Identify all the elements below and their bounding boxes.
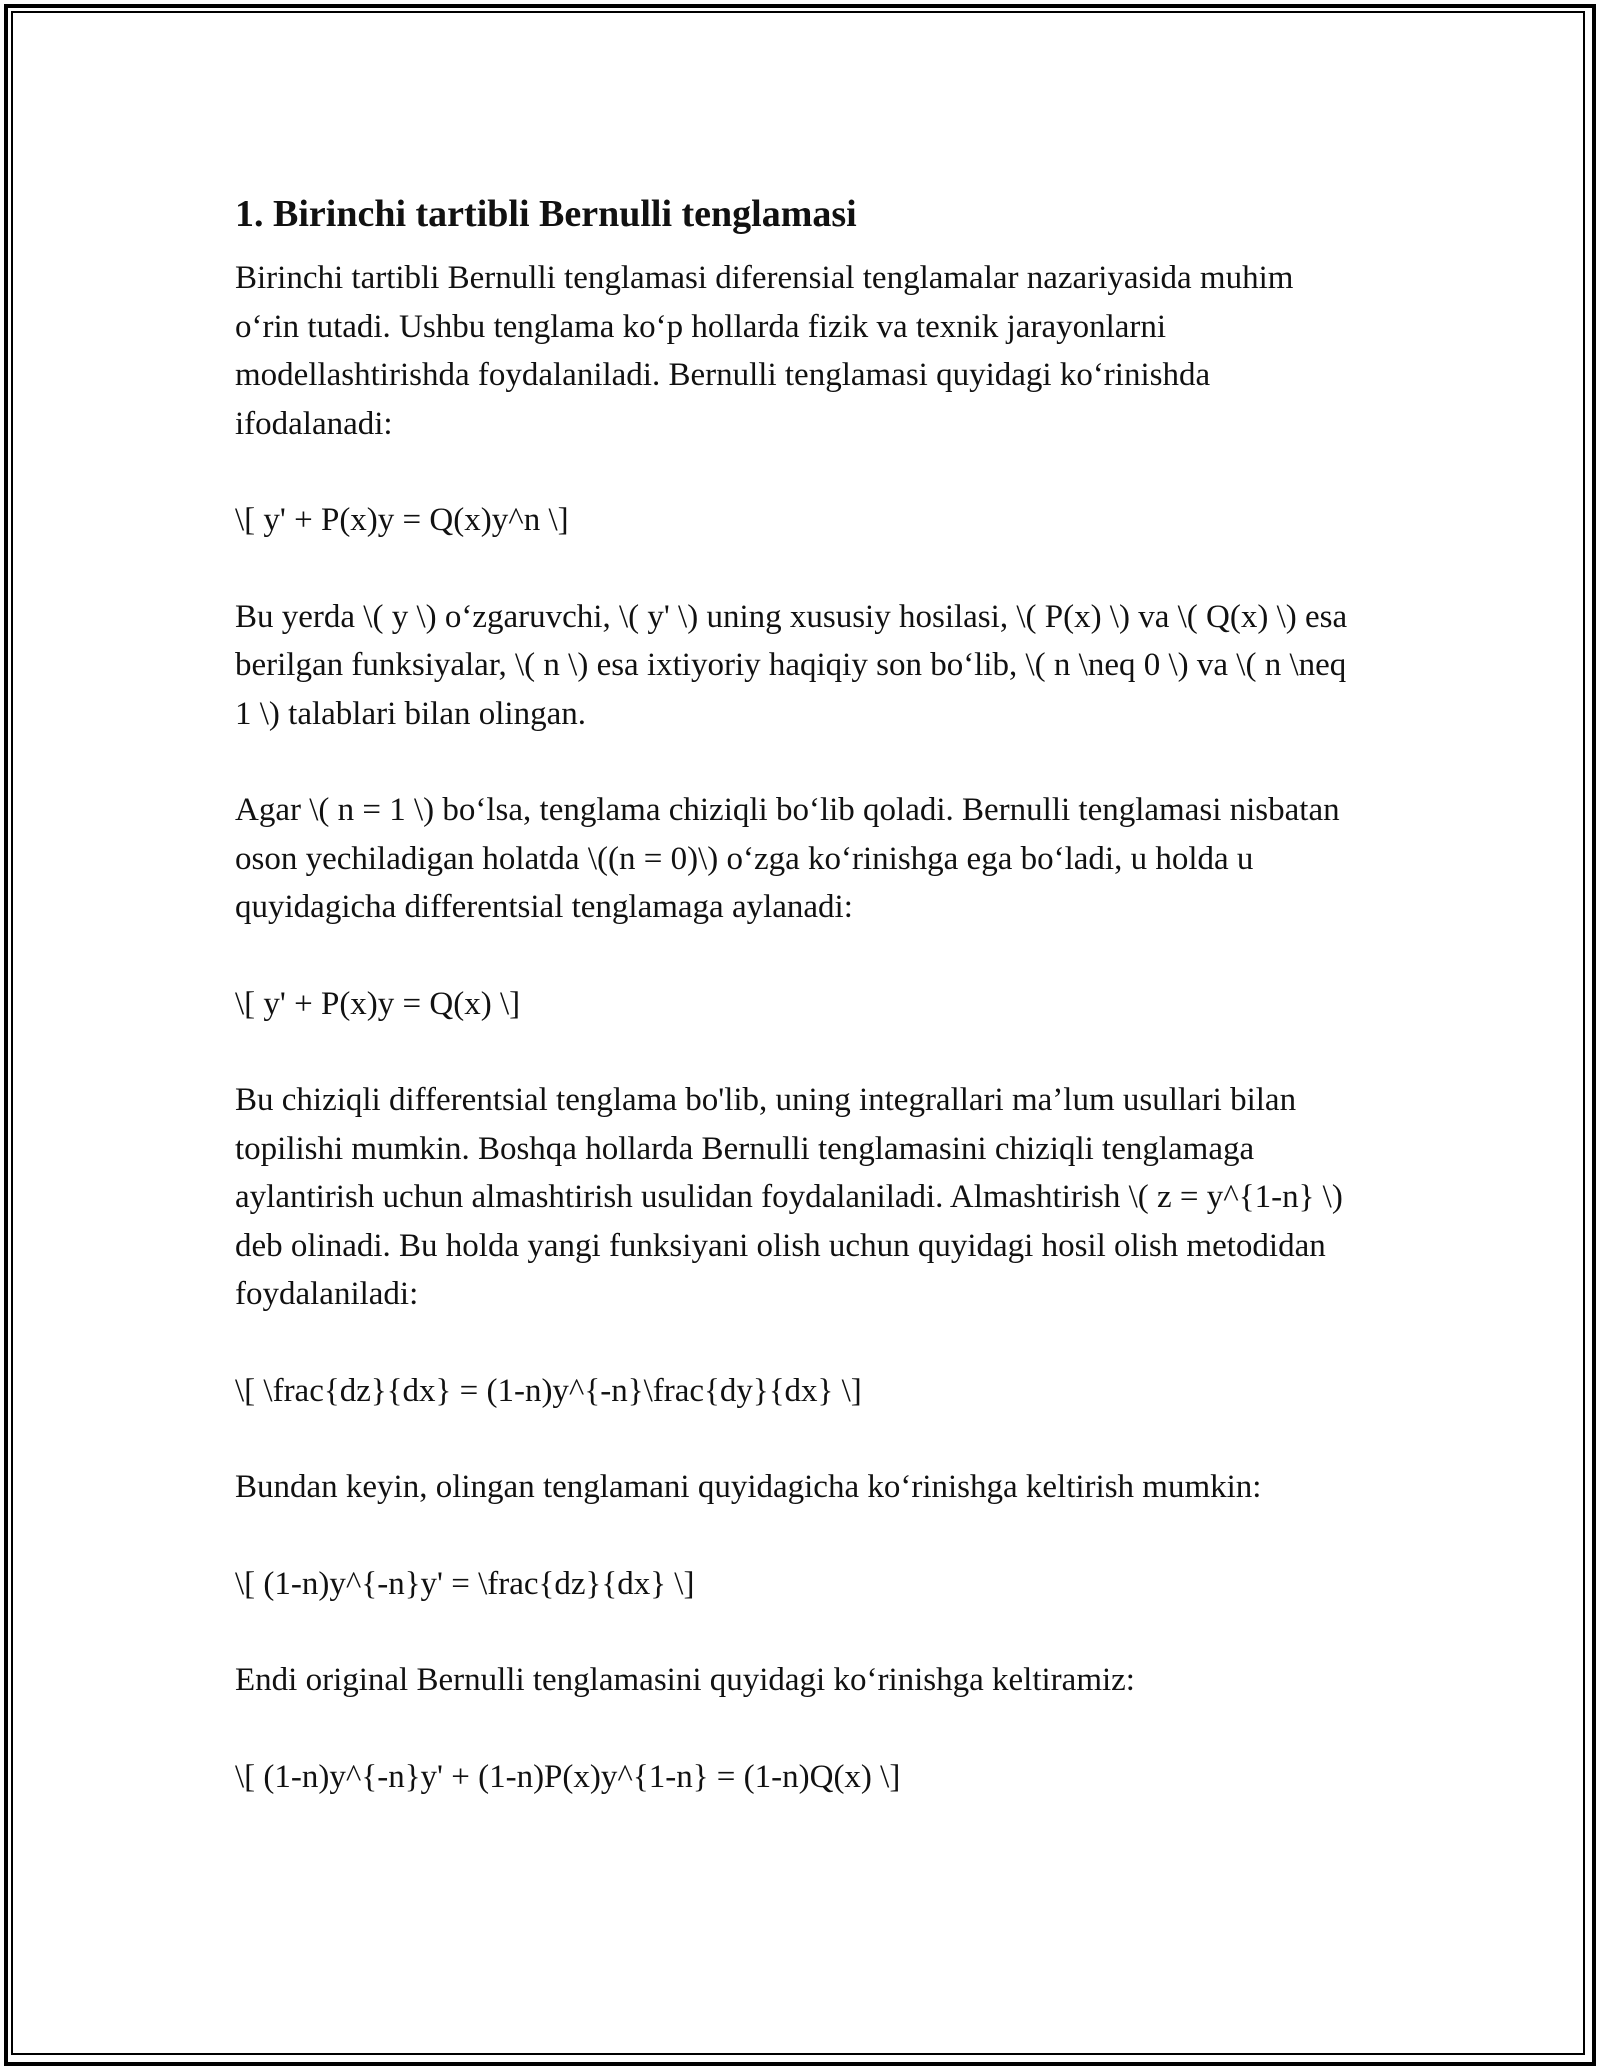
variables-paragraph: Bu yerda \( y \) o‘zgaruvchi, \( y' \) uning xususiy hosilasi, \( P(x) \) va \( Q(x) \) esa berilgan funksiyalar, \( n \) esa ixtiyoriy haqiqiy son bo‘lib, \( n \neq 0 \) va \( n \neq 1 \) talablari bilan olingan. (235, 598, 1348, 732)
intro-paragraph: Birinchi tartibli Bernulli tenglamasi diferensial tenglamalar nazariyasida muhim o‘rin tutadi. Ushbu tenglama ko‘p hollarda fizik va texnik jarayonlarni modellashtirishda foydalaniladi. Bernulli tenglamasi quyidagi ko‘rinishda ifodalanadi: (235, 260, 1294, 442)
linear-case-paragraph: Agar \( n = 1 \) bo‘lsa, tenglama chiziqli bo‘lib qoladi. Bernulli tenglamasi nisbatan oson yechiladigan holatda \((n = 0)\) o‘zga ko‘rinishga ega bo‘ladi, u holda u quyidagicha differentsial tenglamaga aylanadi: (235, 792, 1340, 925)
final-paragraph: Endi original Bernulli tenglamasini quyidagi ko‘rinishga keltiramiz: (235, 1662, 1135, 1698)
bernoulli-equation: \[ y' + P(x)y = Q(x)y^n \] (235, 502, 569, 538)
document-body (235, 186, 1365, 1849)
section-heading: 1. Birinchi tartibli Bernulli tenglamasi (235, 193, 857, 235)
transformed-equation: \[ (1-n)y^{-n}y' = \frac{dz}{dx} \] (235, 1565, 695, 1602)
transform-paragraph: Bundan keyin, olingan tenglamani quyidagicha ko‘rinishga keltirish mumkin: (235, 1469, 1262, 1505)
final-equation: \[ (1-n)y^{-n}y' + (1-n)P(x)y^{1-n} = (1-n)Q(x) \] (235, 1758, 901, 1795)
substitution-paragraph: Bu chiziqli differentsial tenglama bo'lib, uning integrallari ma’lum usullari bilan topilishi mumkin. Boshqa hollarda Bernulli tenglamasini chiziqli tenglamaga aylantirish uchun almashtirish usulidan foydalaniladi. Almashtirish \( z = y^{1-n} \) deb olinadi. Bu holda yangi funksiyani olish uchun quyidagi hosil olish metodidan foydalaniladi: (235, 1082, 1343, 1312)
linear-equation: \[ y' + P(x)y = Q(x) \] (235, 985, 521, 1022)
derivative-equation: \[ \frac{dz}{dx} = (1-n)y^{-n}\frac{dy}{dx} \] (235, 1372, 862, 1409)
